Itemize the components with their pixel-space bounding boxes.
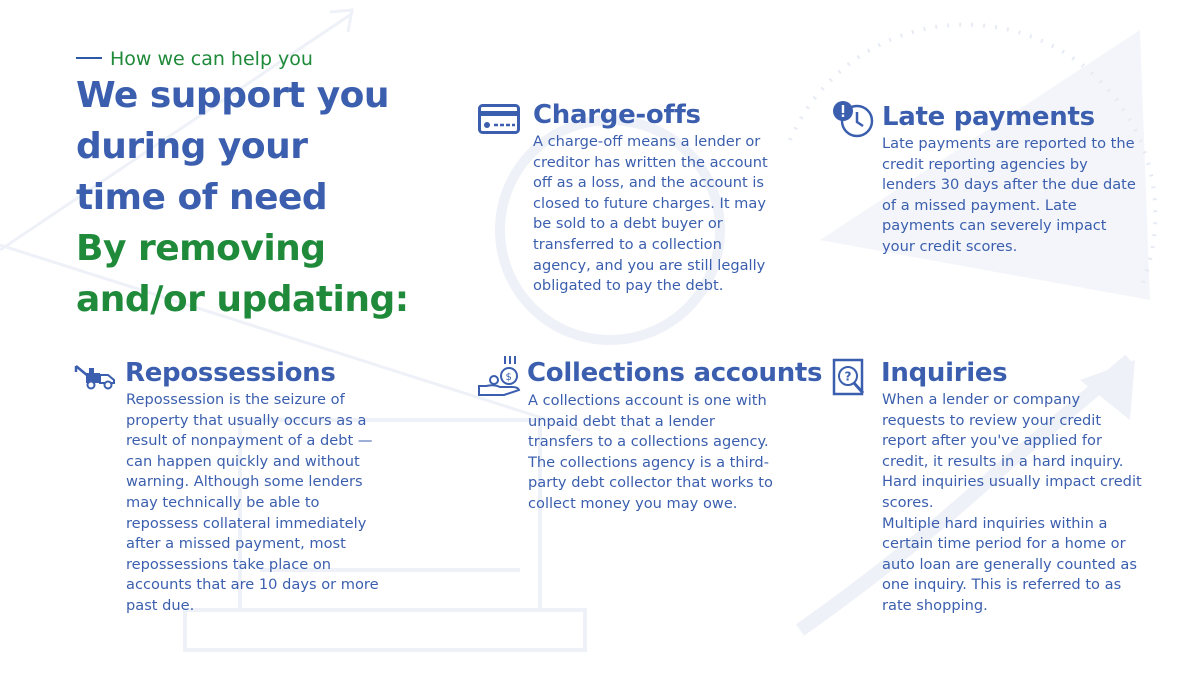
page-headline bbox=[76, 70, 436, 325]
svg-text:?: ? bbox=[844, 369, 852, 384]
card-text-part-1: When a lender or company requests to review your credit report after you've applied for credit, it results in a hard inquiry. Hard inquiries usually impact credit scores. bbox=[882, 391, 1142, 511]
card-late-payments bbox=[832, 100, 1142, 270]
card-title: Collections accounts bbox=[527, 358, 823, 388]
headline-line-5: and/or updating: bbox=[76, 279, 409, 320]
headline-line-1: We support you bbox=[76, 75, 390, 116]
section-eyebrow bbox=[76, 48, 313, 70]
card-text bbox=[882, 390, 1144, 617]
clock-alert-icon bbox=[832, 100, 876, 144]
credit-card-icon bbox=[478, 104, 520, 138]
headline-line-4: By removing bbox=[76, 228, 326, 269]
svg-text:$: $ bbox=[505, 372, 512, 383]
card-text: A charge-off means a lender or creditor has written the account off as a loss, and the account is closed to future charges. It may be sold to a debt buyer or transferred to a collection agency, and you are still legally obligated to pay the debt. bbox=[533, 133, 768, 295]
headline-line-2: during your bbox=[76, 126, 308, 167]
card-text: Repossession is the seizure of property that usually occurs as a result of nonpayment of a debt — can happen quickly and without warning. Although some lenders may technically be able to repossess collateral immediately after a missed payment, most repossessions take place on accounts that are 10 days or more past due. bbox=[126, 391, 379, 614]
card-text-part-2: Multiple hard inquiries within a certain time period for a home or auto loan are generally counted as one inquiry. This is referred to as rate shopping. bbox=[882, 514, 1137, 614]
eyebrow-text: How we can help you bbox=[110, 48, 313, 70]
card-title: Charge-offs bbox=[533, 100, 701, 130]
hand-money-icon bbox=[476, 354, 522, 402]
eyebrow-dash bbox=[76, 57, 102, 59]
headline-line-3: time of need bbox=[76, 177, 328, 218]
card-text: Late payments are reported to the credit reporting agencies by lenders 30 days after the due date of a missed payment. Late payments can severely impact your credit scores. bbox=[882, 135, 1136, 255]
card-title: Repossessions bbox=[125, 358, 336, 388]
card-title: Late payments bbox=[882, 102, 1095, 132]
card-text: A collections account is one with unpaid debt that a lender transfers to a collections agency. The collections agency is a third-party debt collector that works to collect money you may owe. bbox=[528, 392, 773, 512]
card-title: Inquiries bbox=[881, 358, 1008, 388]
document-question-icon bbox=[832, 358, 868, 402]
card-inquiries bbox=[832, 356, 1152, 626]
card-charge-offs bbox=[478, 98, 788, 328]
tow-truck-icon bbox=[74, 362, 116, 394]
card-repossessions bbox=[74, 356, 394, 626]
card-collections-accounts bbox=[476, 354, 823, 544]
